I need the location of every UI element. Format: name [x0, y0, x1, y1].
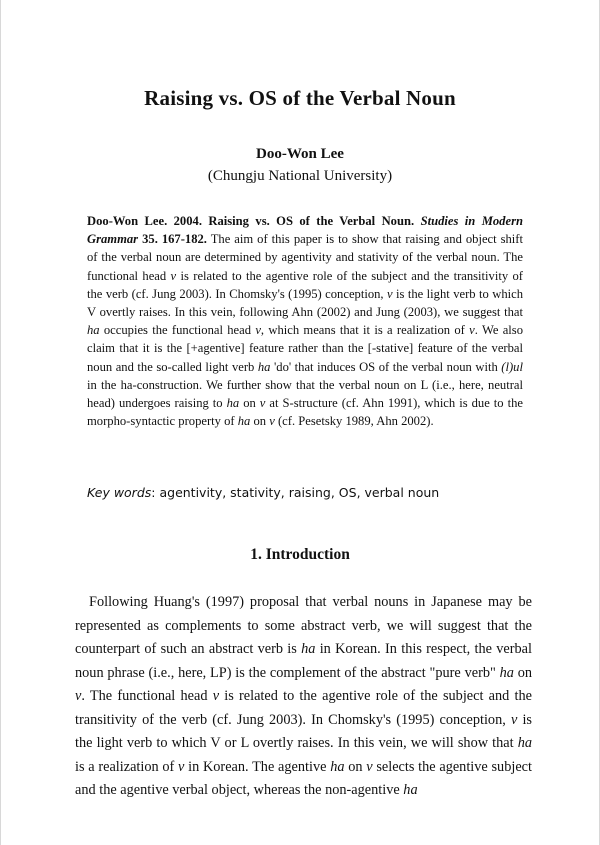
abstract-text: on: [239, 396, 260, 411]
intro-term: ha: [330, 758, 345, 775]
intro-text: selects the agentive subject and the agentive verbal object, whereas the non-agentive: [75, 758, 532, 798]
abstract-journal: Studies in Modern Grammar: [87, 214, 523, 247]
keywords: [87, 485, 527, 500]
abstract-text: at S-structure (cf. Ahn 1991), which is due to the morpho-syntactic property of: [87, 396, 523, 429]
intro-text: in Korean. In this respect, the verbal noun phrase (i.e., here, LP) is the complement of the abstract "pure verb": [75, 641, 532, 681]
intro-text: is a realization of: [75, 758, 179, 775]
intro-paragraph: [75, 591, 532, 803]
abstract-volume-pages: 35. 167-182.: [142, 232, 207, 247]
abstract-text: is the light verb to which V overtly raises. In this vein, following Ahn (2002) and Jung (2003), we suggest that: [87, 286, 523, 320]
abstract-text: (cf. Pesetsky 1989, Ahn 2002).: [274, 414, 434, 429]
author-name: Doo-Won Lee: [256, 146, 344, 162]
keywords-label: Key words: [87, 485, 152, 500]
abstract-text: , which means that it is a realization of: [260, 323, 470, 338]
keywords-colon: :: [151, 485, 156, 500]
abstract-text: in the ha-construction. We further show that the verbal noun on L (i.e., here, neutral head) undergoes raising to: [87, 377, 523, 411]
abstract-term: v: [255, 323, 261, 338]
intro-term: ha: [301, 641, 316, 657]
keywords-list: agentivity, stativity, raising, OS, verbal noun: [155, 485, 440, 500]
abstract-term: ha: [226, 396, 240, 411]
intro-text: is the light verb to which V or L overtly raises. In this vein, we will show that: [75, 711, 532, 751]
abstract-term: v: [387, 286, 393, 301]
intro-term: ha: [499, 664, 514, 681]
intro-text: is related to the agentive role of the subject and the transitivity of the verb (cf. Jung 2003). In Chomsky's (1995) conception,: [75, 688, 532, 728]
abstract-term: v: [469, 323, 475, 338]
intro-term: ha: [517, 735, 532, 751]
intro-text: on: [513, 664, 532, 681]
intro-text: . The functional head: [81, 688, 213, 704]
intro-term: v: [212, 688, 220, 704]
abstract-term: ha: [257, 359, 271, 374]
abstract-term: v: [269, 414, 275, 429]
intro-text: on: [344, 758, 367, 775]
intro-term: v: [178, 758, 185, 775]
abstract: [87, 212, 523, 430]
intro-term: v: [366, 758, 373, 775]
intro-text: in Korean. The agentive: [184, 758, 331, 775]
abstract-text: The aim of this paper is to show that raising and object shift of the verbal noun are determined by agentivity and stativity of the verbal noun. The functional head: [87, 232, 524, 283]
intro-term: v: [510, 711, 518, 728]
paper-title: Raising vs. OS of the Verbal Noun: [144, 86, 456, 110]
abstract-term: v: [170, 268, 177, 283]
abstract-term: ha: [237, 414, 251, 429]
abstract-text: . We also claim that it is the [+agentive] feature rather than the [-stative] feature of the verbal noun and the so-called light verb: [87, 323, 523, 374]
abstract-term: (l)ul: [501, 359, 523, 374]
intro-term: ha: [403, 782, 418, 798]
abstract-text: 'do' that induces OS of the verbal noun with: [270, 359, 502, 374]
intro-term: v: [75, 688, 82, 704]
abstract-citation: Doo-Won Lee. 2004. Raising vs. OS of the Verbal Noun.: [87, 214, 415, 228]
abstract-text: on: [250, 414, 270, 429]
intro-text: Following Huang's (1997) proposal that verbal nouns in Japanese may be represented as complements to some abstract verb, we will suggest that the counterpart of such an abstract verb is: [75, 594, 532, 657]
author-affiliation: (Chungju National University): [207, 168, 393, 184]
abstract-text: occupies the functional head: [99, 323, 256, 338]
section-heading: 1. Introduction: [250, 546, 350, 563]
abstract-term: ha: [87, 323, 100, 338]
abstract-term: v: [259, 396, 266, 411]
abstract-text: is related to the agentive role of the subject and the transitivity of the verb (cf. Jung 2003). In Chomsky's (1995) conception,: [87, 268, 523, 301]
